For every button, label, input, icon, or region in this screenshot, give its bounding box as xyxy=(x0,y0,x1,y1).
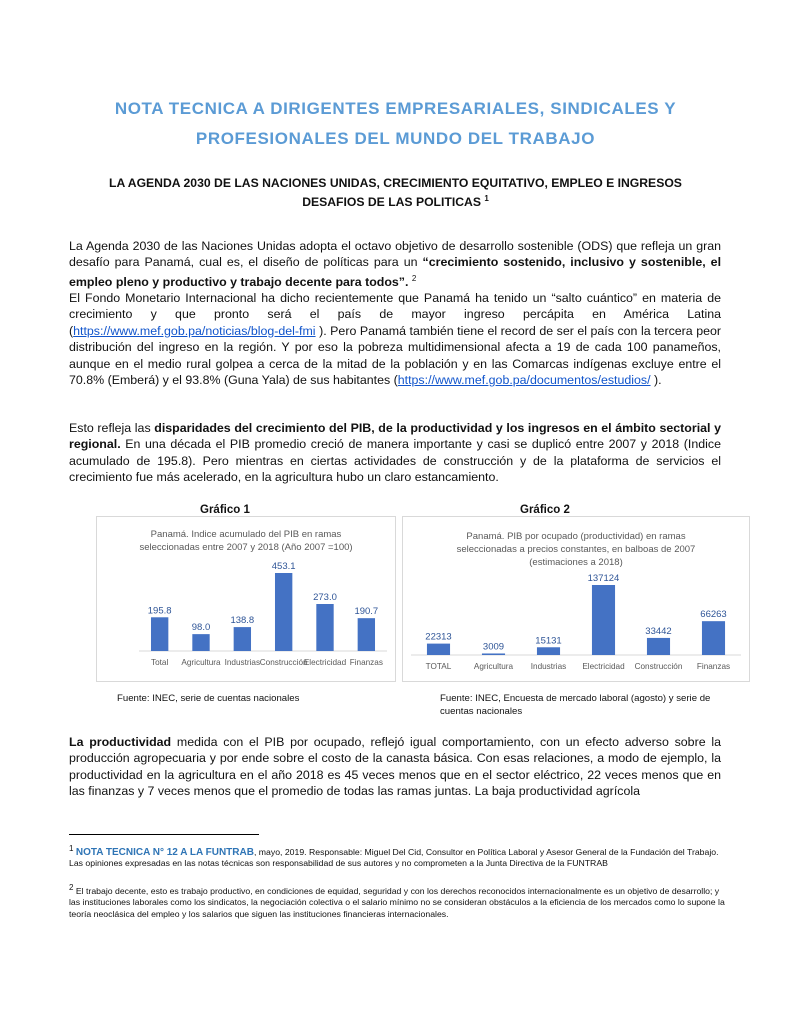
chart-category-label: TOTAL xyxy=(425,662,452,671)
chart-category-label: Construcción xyxy=(634,662,683,671)
chart-category-label: Total xyxy=(151,658,169,667)
paragraph-disparidades-text-b: En una década el PIB promedio creció de manera importante y casi se duplicó entre 2007 y 2018 (Indice acumulado de 195.8). Pero mientras en ciertas actividades de construcción y de la plataforma de servicios el crecimiento fue más acelerado, en la agricultura hubo un claro estancamiento. xyxy=(69,437,721,485)
chart-category-label: Electricidad xyxy=(303,658,347,667)
chart-bar xyxy=(234,627,251,651)
chart-title-line: Panamá. PIB por ocupado (productividad) en ramas xyxy=(466,531,686,542)
document-title: NOTA TECNICA A DIRIGENTES EMPRESARIALES, SINDICALES Y PROFESIONALES DEL MUNDO DEL TRABAJO xyxy=(114,99,677,148)
chart-value-label: 66263 xyxy=(700,609,727,621)
chart-value-label: 190.7 xyxy=(354,606,379,618)
paragraph-productividad xyxy=(69,734,721,800)
paragraph-productividad-bold: La productividad xyxy=(69,735,172,749)
chart-bar xyxy=(482,653,505,655)
chart-category-label: Finanzas xyxy=(696,662,731,671)
paragraph-fmi-text-a: El Fondo Monetario Internacional ha dicho recientemente que Panamá ha tenido un “salto cuántico” en materia de crecimiento y que pronto será el país de mayor ingreso percápita en América Latina ( xyxy=(69,291,721,338)
chart-title-line: (estimaciones a 2018) xyxy=(529,557,623,568)
link-blog-fmi[interactable]: https://www.mef.gob.pa/noticias/blog-del-fmi xyxy=(73,323,316,338)
chart-value-label: 273.0 xyxy=(313,592,337,604)
paragraph-disparidades xyxy=(69,420,721,486)
link-estudios[interactable]: https://www.mef.gob.pa/documentos/estudios/ xyxy=(397,373,651,388)
chart-title-line: Panamá. Indice acumulado del PIB en ramas xyxy=(150,529,342,540)
chart-bar xyxy=(192,634,209,651)
footnote-ref-1[interactable]: 1 xyxy=(484,194,489,203)
footnote-1-number: 1 xyxy=(69,844,74,853)
paragraph-disparidades-text-a: Esto refleja las xyxy=(69,421,155,435)
paragraph-fmi xyxy=(69,290,721,388)
source-graph1: Fuente: INEC, serie de cuentas nacionales xyxy=(117,693,300,704)
graph2-label: Gráfico 2 xyxy=(520,504,570,516)
footnote-2-text: El trabajo decente, esto es trabajo productivo, en condiciones de equidad, seguridad y con los derechos reconocidos internacionalmente es un objetivo de desarrollo; y las instituciones laborales como los sindicatos, la negociación colectiva o el salario mínimo no se consideran obstáculos a la eficiencia de los mercados como lo supone la teoría neoclásica del empleo y los salarios que siguen las instituciones financieras internacionales. xyxy=(69,885,725,919)
chart-value-label: 3009 xyxy=(482,641,505,653)
footnote-1 xyxy=(69,843,729,870)
chart-category-label: Agricultura xyxy=(181,658,221,667)
source-graph2: Fuente: INEC, Encuesta de mercado laboral (agosto) y serie de cuentas nacionales xyxy=(440,693,711,717)
chart-bar xyxy=(275,573,292,651)
chart1-box xyxy=(96,516,396,682)
chart-value-label: 22313 xyxy=(425,631,452,643)
section-title-text: LA AGENDA 2030 DE LAS NACIONES UNIDAS, CRECIMIENTO EQUITATIVO, EMPLEO E INGRESOS DESAFIOS DE LAS POLITICAS xyxy=(109,176,682,210)
section-title xyxy=(80,175,711,210)
chart-bar xyxy=(151,617,168,651)
footnote-1-accent: NOTA TECNICA N° 12 A LA FUNTRAB xyxy=(75,846,254,858)
footnote-ref-2[interactable]: 2 xyxy=(411,273,417,283)
chart-value-label: 15131 xyxy=(535,635,562,647)
chart-category-label: Agricultura xyxy=(473,662,514,671)
chart-bar xyxy=(358,618,375,651)
chart-bar xyxy=(427,644,450,655)
chart-category-label: Industrias xyxy=(224,658,261,667)
footnote-2 xyxy=(69,882,729,920)
paragraph-agenda-text: La Agenda 2030 de las Naciones Unidas adopta el octavo objetivo de desarrollo sostenible (ODS) que refleja un gran desafío para Panamá, cual es, el diseño de políticas para un xyxy=(69,239,721,270)
paragraph-fmi-text-c: ). xyxy=(650,373,662,388)
chart1-svg xyxy=(97,517,395,681)
paragraph-agenda xyxy=(69,238,721,290)
chart-bar xyxy=(702,621,725,655)
chart-bar xyxy=(592,585,615,655)
chart-value-label: 137124 xyxy=(587,573,620,584)
chart-value-label: 453.1 xyxy=(271,561,296,572)
chart-value-label: 33442 xyxy=(645,625,672,637)
chart-title-line: seleccionadas a precios constantes, en balboas de 2007 xyxy=(456,544,696,555)
paragraph-agenda-bold: “crecimiento sostenido, inclusivo y sostenible, el empleo pleno y productivo y trabajo decente para todos”. xyxy=(69,255,722,289)
chart-category-label: Finanzas xyxy=(349,658,383,667)
chart2-box xyxy=(402,516,750,682)
footnote-2-number: 2 xyxy=(69,883,74,892)
chart-category-label: Industrias xyxy=(530,662,567,671)
graph1-label: Gráfico 1 xyxy=(200,504,250,516)
footnote-1-text: , mayo, 2019. Responsable: Miguel Del Cid, Consultor en Política Laboral y Asesor General de la Fundación del Trabajo. Las opiniones expresadas en las notas técnicas son responsabilidad de sus autores y no comprometen a la Junta Directiva de la FUNTRAB xyxy=(69,846,719,869)
chart-value-label: 195.8 xyxy=(147,605,172,617)
paragraph-fmi-text-b: ). Pero Panamá también tiene el record de ser el país con la tercera peor distribución del ingreso en la región. Y por eso la pobreza multidimensional afecta a 19 de cada 100 panameños, aunque en el medio rural golpea a cerca de la mitad de la población y en las Comarcas indígenas excluye entre el 70.8% (Emberá) y el 93.8% (Guna Yala) de sus habitantes ( xyxy=(69,323,721,388)
chart-category-label: Electricidad xyxy=(582,662,625,671)
footnote-divider xyxy=(69,834,259,835)
chart-title-line: seleccionadas entre 2007 y 2018 (Año 2007 =100) xyxy=(139,542,353,553)
chart-value-label: 138.8 xyxy=(230,615,255,627)
paragraph-disparidades-bold: disparidades del crecimiento del PIB, de la productividad y los ingresos en el ámbito sectorial y regional. xyxy=(69,421,721,452)
chart-bar xyxy=(647,638,670,655)
paragraph-productividad-text: medida con el PIB por ocupado, reflejó igual comportamiento, con un efecto adverso sobre la producción agropecuaria y por ende sobre el costo de la canasta básica. Con esas relaciones, a modo de ejemplo, la productividad en la agricultura en el año 2018 es 45 veces menos que en el sector eléctrico, 22 veces menos que en las finanzas y 7 veces menos que el promedio de todas las ramas juntas. La baja productividad agrícola xyxy=(69,735,721,799)
chart2-svg xyxy=(403,517,749,681)
chart-bar xyxy=(316,604,333,651)
chart-category-label: Construcción xyxy=(259,658,308,667)
chart-bar xyxy=(537,647,560,655)
chart-value-label: 98.0 xyxy=(191,622,211,634)
